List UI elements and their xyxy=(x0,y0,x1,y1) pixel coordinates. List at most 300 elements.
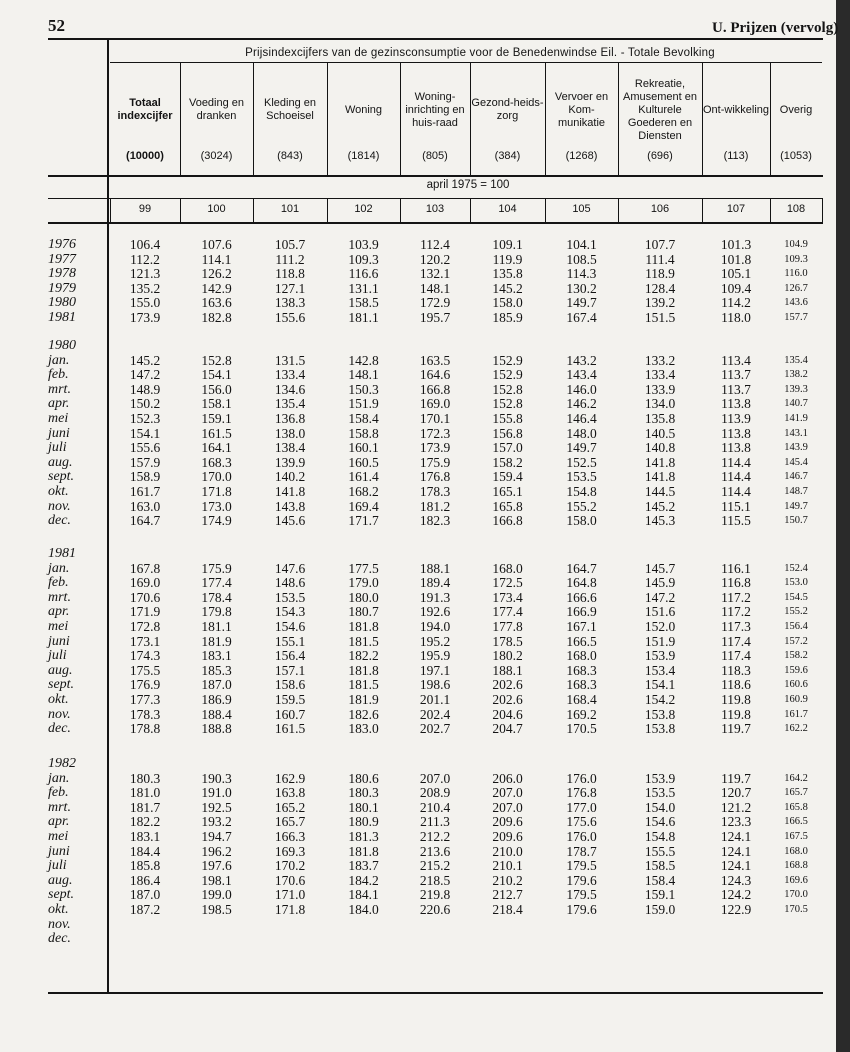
table-cell: 150.2 xyxy=(129,396,161,412)
table-cell: 159.0 xyxy=(644,902,676,917)
table-cell: 171.8 xyxy=(201,484,232,499)
table-cell: 173.0 xyxy=(201,498,232,514)
table-cell: 176.0 xyxy=(566,829,597,844)
table-cell: 219.8 xyxy=(419,887,451,903)
table-cell: 123.3 xyxy=(720,814,752,830)
month-label: dec. xyxy=(48,931,71,947)
table-cell: 119.7 xyxy=(721,770,751,786)
table-cell: 113.7 xyxy=(721,381,751,397)
table-cell: 177.5 xyxy=(348,560,379,576)
table-cell: 168.0 xyxy=(492,560,523,576)
table-cell: 113.7 xyxy=(721,367,751,383)
table-cell: 109.3 xyxy=(784,253,808,265)
column-weight: (696) xyxy=(647,150,673,162)
table-cell: 164.8 xyxy=(566,575,597,591)
table-cell: 178.3 xyxy=(129,706,161,722)
table-cell: 141.8 xyxy=(274,484,306,499)
table-cell: 158.0 xyxy=(566,513,597,529)
table-cell: 109.3 xyxy=(348,251,379,267)
month-label: nov. xyxy=(48,916,71,932)
table-cell: 145.2 xyxy=(644,498,676,514)
table-cell: 181.8 xyxy=(348,662,379,678)
table-cell: 138.2 xyxy=(784,369,808,381)
month-label: aug. xyxy=(48,872,73,888)
table-cell: 177.4 xyxy=(492,604,523,620)
column-number: 107 xyxy=(726,203,746,215)
table-cell: 143.1 xyxy=(784,427,808,439)
table-cell: 194.0 xyxy=(419,619,451,634)
month-label: apr. xyxy=(48,396,70,412)
table-cell: 119.7 xyxy=(721,721,751,737)
table-cell: 202.4 xyxy=(419,706,451,722)
column-header: Woning xyxy=(344,103,383,116)
month-label: mei xyxy=(48,411,69,426)
table-cell: 207.0 xyxy=(419,770,451,786)
table-cell: 188.1 xyxy=(492,662,523,678)
table-cell: 210.0 xyxy=(492,843,523,859)
table-cell: 169.4 xyxy=(348,498,379,514)
table-cell: 153.5 xyxy=(644,785,676,801)
table-cell: 145.6 xyxy=(274,513,306,529)
table-cell: 187.0 xyxy=(129,887,161,903)
table-cell: 143.9 xyxy=(784,442,808,454)
month-label: juli xyxy=(48,648,67,664)
table-cell: 177.0 xyxy=(566,799,597,815)
table-cell: 174.9 xyxy=(201,513,232,529)
table-cell: 190.3 xyxy=(201,770,232,786)
table-cell: 173.1 xyxy=(129,633,161,649)
table-cell: 159.4 xyxy=(492,469,523,485)
column-weight: (843) xyxy=(277,150,303,162)
table-cell: 163.6 xyxy=(201,295,232,311)
column-number: 99 xyxy=(138,203,152,215)
table-cell: 186.9 xyxy=(201,692,232,707)
table-cell: 153.4 xyxy=(644,662,676,678)
table-cell: 207.0 xyxy=(492,799,523,815)
table-cell: 154.1 xyxy=(129,425,161,441)
table-cell: 145.2 xyxy=(129,352,161,368)
table-cell: 133.9 xyxy=(644,381,676,397)
column-header: Vervoer en Kom-munikatie xyxy=(554,90,609,129)
table-cell: 161.5 xyxy=(201,425,232,441)
table-cell: 181.5 xyxy=(348,633,379,649)
table-cell: 158.2 xyxy=(784,650,808,662)
table-cell: 208.9 xyxy=(419,785,451,801)
table-cell: 131.5 xyxy=(274,352,306,368)
table-cell: 183.1 xyxy=(129,829,161,844)
table-cell: 135.4 xyxy=(274,396,306,412)
table-cell: 158.8 xyxy=(348,425,379,441)
table-cell: 119.8 xyxy=(721,692,751,707)
month-label: apr. xyxy=(48,604,70,620)
table-cell: 170.0 xyxy=(201,469,232,485)
table-cell: 114.4 xyxy=(721,454,751,470)
table-cell: 118.8 xyxy=(275,266,305,282)
table-cell: 158.0 xyxy=(492,295,523,311)
table-cell: 176.8 xyxy=(566,785,597,801)
column-weight: (1814) xyxy=(347,150,380,162)
table-cell: 124.1 xyxy=(720,829,752,844)
table-cell: 114.3 xyxy=(566,266,597,282)
table-cell: 179.5 xyxy=(566,887,597,903)
table-cell: 175.6 xyxy=(566,814,597,830)
table-cell: 181.0 xyxy=(129,785,161,801)
month-label: okt. xyxy=(48,692,69,707)
column-number: 101 xyxy=(280,203,300,215)
table-cell: 178.8 xyxy=(129,721,161,737)
table-cell: 167.4 xyxy=(566,310,597,325)
table-cell: 189.4 xyxy=(419,575,451,591)
table-cell: 155.0 xyxy=(129,295,161,311)
column-number: 106 xyxy=(650,203,670,215)
table-cell: 195.2 xyxy=(419,633,451,649)
table-cell: 154.8 xyxy=(566,484,597,499)
table-cell: 104.9 xyxy=(784,239,808,250)
table-cell: 187.2 xyxy=(129,902,161,917)
table-cell: 169.2 xyxy=(566,706,597,722)
table-cell: 155.2 xyxy=(566,498,597,514)
column-weight: (384) xyxy=(494,150,521,162)
table-cell: 164.7 xyxy=(566,560,597,576)
table-cell: 155.2 xyxy=(784,606,808,618)
month-label: feb. xyxy=(48,785,69,801)
table-cell: 138.4 xyxy=(274,440,306,456)
table-cell: 120.7 xyxy=(720,785,752,801)
table-cell: 149.7 xyxy=(566,295,597,311)
column-header: Totaal indexcijfer xyxy=(117,97,173,122)
table-cell: 177.4 xyxy=(201,575,232,591)
table-cell: 163.5 xyxy=(419,352,451,368)
table-cell: 171.8 xyxy=(274,902,306,917)
table-cell: 220.6 xyxy=(419,902,451,917)
table-cell: 198.5 xyxy=(201,902,232,917)
table-cell: 168.2 xyxy=(348,484,379,499)
table-cell: 181.9 xyxy=(201,633,232,649)
month-label: feb. xyxy=(48,575,69,591)
table-cell: 176.9 xyxy=(129,677,161,693)
table-cell: 167.1 xyxy=(566,619,597,634)
column-weight: (3024) xyxy=(200,150,233,162)
table-cell: 168.3 xyxy=(566,677,597,693)
table-cell: 104.1 xyxy=(566,237,597,252)
table-cell: 133.4 xyxy=(644,367,676,383)
table-cell: 150.7 xyxy=(784,515,808,527)
table-cell: 124.2 xyxy=(720,887,752,903)
table-cell: 183.0 xyxy=(348,721,379,737)
table-cell: 184.0 xyxy=(348,902,379,917)
table-cell: 162.9 xyxy=(274,770,306,786)
table-cell: 180.9 xyxy=(348,814,379,830)
month-label: sept. xyxy=(48,677,75,693)
table-cell: 182.2 xyxy=(348,648,379,664)
table-cell: 152.8 xyxy=(201,352,232,368)
table-cell: 185.3 xyxy=(201,662,232,678)
table-cell: 115.1 xyxy=(721,498,751,514)
table-cell: 158.5 xyxy=(348,295,379,311)
table-cell: 130.2 xyxy=(566,280,597,296)
table-cell: 135.8 xyxy=(644,411,676,426)
table-cell: 174.3 xyxy=(129,648,161,664)
table-cell: 170.5 xyxy=(784,904,808,915)
table-cell: 169.3 xyxy=(274,843,306,859)
table-cell: 143.4 xyxy=(566,367,597,383)
table-cell: 114.4 xyxy=(721,484,751,499)
table-cell: 188.1 xyxy=(419,560,451,576)
table-cell: 131.1 xyxy=(348,280,379,296)
table-cell: 168.4 xyxy=(566,692,597,707)
table-cell: 105.7 xyxy=(274,237,306,252)
table-cell: 159.6 xyxy=(784,664,808,676)
table-cell: 118.6 xyxy=(721,677,751,693)
table-cell: 107.7 xyxy=(644,237,676,252)
table-cell: 192.5 xyxy=(201,799,232,815)
table-cell: 158.4 xyxy=(348,411,379,426)
table-cell: 171.0 xyxy=(274,887,306,903)
table-cell: 121.2 xyxy=(720,799,752,815)
table-cell: 161.7 xyxy=(784,708,808,720)
table-cell: 154.6 xyxy=(274,619,306,634)
month-label: jan. xyxy=(48,352,70,368)
column-header: Rekreatie, Amusement en Kulturele Goederen en Diensten xyxy=(623,77,697,142)
column-number: 103 xyxy=(425,203,445,215)
table-cell: 175.5 xyxy=(129,662,161,678)
table-cell: 172.8 xyxy=(129,619,161,634)
table-cell: 192.6 xyxy=(419,604,451,620)
table-cell: 144.5 xyxy=(644,484,676,499)
month-label: juni xyxy=(48,633,70,649)
table-cell: 143.2 xyxy=(566,352,597,368)
table-cell: 158.5 xyxy=(644,858,676,874)
table-cell: 169.0 xyxy=(419,396,451,412)
table-cell: 168.3 xyxy=(201,454,232,470)
table-cell: 113.9 xyxy=(721,411,751,426)
table-cell: 181.1 xyxy=(348,310,379,325)
table-cell: 148.1 xyxy=(348,367,379,383)
header-bottom-rule xyxy=(48,175,823,177)
table-cell: 114.1 xyxy=(201,251,232,267)
table-cell: 154.5 xyxy=(784,591,808,603)
table-cell: 180.0 xyxy=(348,589,379,605)
table-cell: 154.1 xyxy=(201,367,232,383)
table-cell: 127.1 xyxy=(274,280,306,296)
table-cell: 139.9 xyxy=(274,454,306,470)
table-cell: 166.5 xyxy=(566,633,597,649)
table-cell: 156.8 xyxy=(492,425,523,441)
table-cell: 106.4 xyxy=(129,237,161,252)
column-number-bottom-rule xyxy=(48,222,823,224)
table-cell: 153.9 xyxy=(644,770,676,786)
table-cell: 213.6 xyxy=(419,843,451,859)
table-cell: 151.5 xyxy=(644,310,676,325)
table-cell: 141.8 xyxy=(644,454,676,470)
table-cell: 147.2 xyxy=(129,367,161,383)
table-cell: 155.1 xyxy=(274,633,306,649)
table-cell: 116.0 xyxy=(784,268,808,280)
table-cell: 118.3 xyxy=(721,662,751,678)
table-cell: 176.8 xyxy=(419,469,451,485)
table-cell: 169.0 xyxy=(129,575,161,591)
table-cell: 146.7 xyxy=(784,471,808,483)
table-cell: 160.5 xyxy=(348,454,379,470)
year-row-label: 1979 xyxy=(48,280,76,296)
table-cell: 179.5 xyxy=(566,858,597,874)
table-cell: 188.4 xyxy=(201,706,232,722)
table-cell: 181.8 xyxy=(348,619,379,634)
table-cell: 218.4 xyxy=(492,902,523,917)
block-year-label: 1980 xyxy=(48,338,76,353)
table-cell: 132.1 xyxy=(419,266,451,282)
table-cell: 113.8 xyxy=(721,425,751,441)
month-label: sept. xyxy=(48,887,75,903)
table-cell: 175.9 xyxy=(201,560,232,576)
table-cell: 101.3 xyxy=(720,237,752,252)
table-cell: 113.8 xyxy=(721,440,751,456)
table-cell: 148.6 xyxy=(274,575,306,591)
month-label: dec. xyxy=(48,513,71,529)
column-header: Kleding en Schoeisel xyxy=(264,97,316,122)
table-cell: 177.3 xyxy=(129,692,161,707)
table-cell: 157.7 xyxy=(784,312,808,323)
table-cell: 170.0 xyxy=(784,889,808,901)
year-row-label: 1977 xyxy=(48,251,76,267)
table-cell: 160.6 xyxy=(784,679,808,691)
table-cell: 152.5 xyxy=(566,454,597,470)
table-cell: 182.3 xyxy=(419,513,451,529)
num-col-sep xyxy=(822,198,823,222)
month-label: mrt. xyxy=(48,381,71,397)
year-row-label: 1981 xyxy=(48,310,76,325)
table-cell: 165.8 xyxy=(784,801,808,813)
block-year-label: 1981 xyxy=(48,546,76,561)
table-cell: 202.6 xyxy=(492,692,523,707)
table-cell: 154.2 xyxy=(644,692,676,707)
table-cell: 198.6 xyxy=(419,677,451,693)
month-label: mrt. xyxy=(48,589,71,605)
table-cell: 145.3 xyxy=(644,513,676,529)
table-cell: 153.8 xyxy=(644,706,676,722)
table-cell: 162.2 xyxy=(784,723,808,735)
table-cell: 201.1 xyxy=(419,692,451,707)
table-cell: 164.1 xyxy=(201,440,232,456)
table-cell: 167.5 xyxy=(784,831,808,842)
table-cell: 148.9 xyxy=(129,381,161,397)
table-cell: 157.2 xyxy=(784,635,808,647)
table-cell: 154.8 xyxy=(644,829,676,844)
table-cell: 135.8 xyxy=(492,266,523,282)
table-cell: 172.9 xyxy=(419,295,451,311)
table-cell: 113.8 xyxy=(721,396,751,412)
column-number: 108 xyxy=(786,203,806,215)
table-cell: 150.3 xyxy=(348,381,379,397)
table-cell: 101.8 xyxy=(720,251,752,267)
table-cell: 149.7 xyxy=(784,500,808,512)
table-cell: 142.8 xyxy=(348,352,379,368)
table-cell: 119.9 xyxy=(492,251,523,267)
table-cell: 177.8 xyxy=(492,619,523,634)
table-cell: 126.7 xyxy=(784,282,808,294)
table-cell: 138.3 xyxy=(274,295,306,311)
table-cell: 145.7 xyxy=(644,560,676,576)
table-cell: 145.2 xyxy=(492,280,523,296)
column-header: Gezond-heids-zorg xyxy=(471,97,544,122)
table-cell: 181.1 xyxy=(201,619,232,634)
table-cell: 109.4 xyxy=(720,280,752,296)
table-cell: 121.3 xyxy=(129,266,161,282)
month-label: okt. xyxy=(48,484,69,499)
table-cell: 158.1 xyxy=(201,396,232,412)
table-cell: 165.1 xyxy=(492,484,523,499)
table-cell: 154.1 xyxy=(644,677,676,693)
month-label: juli xyxy=(48,440,67,456)
table-cell: 112.4 xyxy=(420,237,450,252)
table-cell: 212.7 xyxy=(492,887,523,903)
table-cell: 147.2 xyxy=(644,589,676,605)
table-cell: 182.2 xyxy=(129,814,161,830)
table-cell: 159.5 xyxy=(274,692,306,707)
table-cell: 207.0 xyxy=(492,785,523,801)
month-label: jan. xyxy=(48,770,70,786)
table-cell: 193.2 xyxy=(201,814,232,830)
table-cell: 166.8 xyxy=(492,513,523,529)
table-cell: 209.6 xyxy=(492,829,523,844)
table-cell: 183.1 xyxy=(201,648,232,664)
table-cell: 166.5 xyxy=(784,816,808,828)
table-cell: 204.6 xyxy=(492,706,523,722)
month-label: jan. xyxy=(48,560,70,576)
table-cell: 171.9 xyxy=(129,604,161,620)
table-cell: 158.4 xyxy=(644,872,676,888)
table-cell: 184.4 xyxy=(129,843,161,859)
table-cell: 160.9 xyxy=(784,694,808,705)
table-cell: 170.1 xyxy=(419,411,451,426)
table-cell: 141.9 xyxy=(784,413,808,424)
table-cell: 181.3 xyxy=(348,829,379,844)
table-cell: 191.0 xyxy=(201,785,232,801)
table-cell: 170.6 xyxy=(129,589,161,605)
table-cell: 152.8 xyxy=(492,381,523,397)
table-cell: 152.3 xyxy=(129,411,161,426)
table-cell: 111.2 xyxy=(275,251,305,267)
table-cell: 187.0 xyxy=(201,677,232,693)
table-cell: 184.2 xyxy=(348,872,379,888)
column-number: 105 xyxy=(572,203,591,215)
table-cell: 180.6 xyxy=(348,770,379,786)
month-label: feb. xyxy=(48,367,69,383)
table-cell: 194.7 xyxy=(201,829,232,844)
table-cell: 172.5 xyxy=(492,575,523,591)
running-head: U. Prijzen (vervolg) xyxy=(712,20,839,36)
table-cell: 109.1 xyxy=(492,237,523,252)
table-cell: 218.5 xyxy=(419,872,451,888)
table-cell: 141.8 xyxy=(644,469,676,485)
table-cell: 153.5 xyxy=(566,469,597,485)
table-cell: 153.8 xyxy=(644,721,676,737)
table-cell: 188.8 xyxy=(201,721,232,737)
table-cell: 112.2 xyxy=(130,251,160,267)
table-cell: 108.5 xyxy=(566,251,597,267)
table-cell: 143.8 xyxy=(274,498,306,514)
table-cell: 173.9 xyxy=(419,440,451,456)
table-cell: 168.0 xyxy=(784,845,808,857)
table-cell: 165.8 xyxy=(492,498,523,514)
table-cell: 165.7 xyxy=(274,814,306,830)
column-header: Ont-wikkeling xyxy=(702,103,770,116)
table-cell: 175.9 xyxy=(419,454,451,470)
table-cell: 140.2 xyxy=(274,469,306,485)
table-cell: 180.7 xyxy=(348,604,379,620)
table-cell: 155.6 xyxy=(129,440,161,456)
table-cell: 122.9 xyxy=(720,902,752,917)
